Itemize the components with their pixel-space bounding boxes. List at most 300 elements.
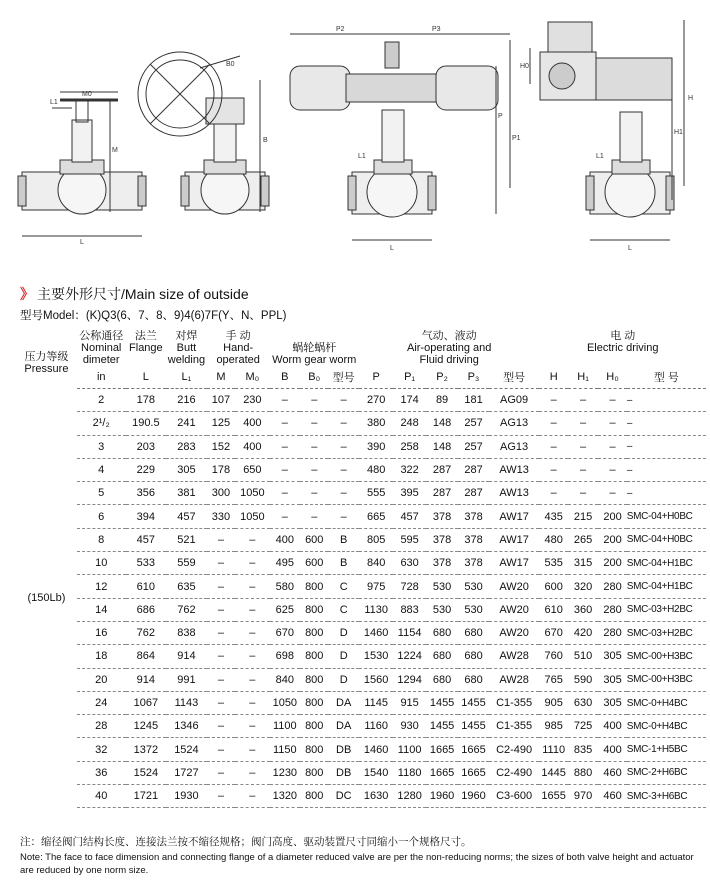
table-cell: D — [328, 621, 358, 644]
header-nominal: 公称通径 Nominal dimeter — [79, 330, 124, 366]
table-cell: D — [328, 645, 358, 668]
table-cell: 178 — [207, 458, 235, 481]
table-cell: – — [207, 691, 235, 714]
table-row — [16, 645, 706, 668]
unit-cell: in — [77, 366, 126, 389]
table-cell: AW17 — [489, 552, 540, 575]
electric-valve-drawing — [530, 20, 684, 240]
table-cell: 380 — [359, 412, 393, 435]
dim-h1: H1 — [674, 129, 683, 136]
table-cell: 10 — [77, 552, 126, 575]
table-cell: 305 — [598, 645, 626, 668]
table-cell: 800 — [300, 715, 328, 738]
table-cell: – — [328, 505, 358, 528]
table-cell: 378 — [458, 552, 488, 575]
unit-cell: P₁ — [393, 366, 425, 389]
table-cell: 680 — [458, 645, 488, 668]
table-cell: 1455 — [458, 715, 488, 738]
table-row — [16, 598, 706, 621]
table-cell: 4 — [77, 458, 126, 481]
table-cell: 125 — [207, 412, 235, 435]
table-cell: 555 — [359, 482, 393, 505]
table-cell: 530 — [426, 598, 458, 621]
air-operating-valve-drawing — [290, 34, 510, 240]
table-cell: – — [598, 435, 626, 458]
table-cell: – — [235, 668, 269, 691]
table-cell: 360 — [568, 598, 598, 621]
table-cell: DA — [328, 691, 358, 714]
section-title-text: 主要外形尺寸/Main size of outside — [37, 286, 249, 302]
table-cell: SMC-04+H1BC — [627, 552, 706, 575]
table-cell: C2-490 — [489, 761, 540, 784]
dim-l: L — [80, 239, 84, 246]
table-cell: 457 — [126, 528, 167, 551]
table-cell: 1100 — [270, 715, 300, 738]
header-butt: 对焊 Butt welding — [167, 330, 206, 366]
table-cell: – — [207, 552, 235, 575]
table-cell: 930 — [393, 715, 425, 738]
table-cell: 1160 — [359, 715, 393, 738]
table-cell: 280 — [598, 575, 626, 598]
header-air: 气动、液动 Air-operating and Fluid driving — [406, 330, 492, 366]
table-cell: – — [539, 482, 567, 505]
main-size-table — [16, 330, 706, 808]
table-cell: 985 — [539, 715, 567, 738]
table-cell: 1346 — [166, 715, 207, 738]
table-cell: – — [270, 389, 300, 412]
table-cell: 241 — [166, 412, 207, 435]
table-cell: AW17 — [489, 528, 540, 551]
table-cell: 840 — [359, 552, 393, 575]
table-cell: 2 — [77, 389, 126, 412]
section-title — [20, 284, 249, 304]
table-cell: 800 — [300, 575, 328, 598]
table-cell: 3 — [77, 435, 126, 458]
table-cell: 1721 — [126, 785, 167, 808]
table-cell: – — [539, 412, 567, 435]
note-chinese: 注：缩径阀门结构长度、连接法兰按不缩径规格；阀门高度、驱动装置尺寸同缩小一个规格尺寸。 — [20, 836, 472, 848]
table-cell: 991 — [166, 668, 207, 691]
table-row — [16, 505, 706, 528]
hand-operated-valve-drawing — [18, 92, 146, 236]
table-cell: 1050 — [270, 691, 300, 714]
unit-cell: L — [126, 366, 167, 389]
table-cell: 595 — [393, 528, 425, 551]
unit-cell: P₂ — [426, 366, 458, 389]
table-cell: D — [328, 668, 358, 691]
table-cell: SMC-03+H2BC — [627, 621, 706, 644]
table-cell: C1-355 — [489, 691, 540, 714]
table-cell: 394 — [126, 505, 167, 528]
table-cell: SMC-00+H3BC — [627, 668, 706, 691]
table-cell: 230 — [235, 389, 269, 412]
unit-cell: H₁ — [568, 366, 598, 389]
dim-m: M — [112, 147, 118, 154]
table-cell: 970 — [568, 785, 598, 808]
table-cell: 14 — [77, 598, 126, 621]
table-cell: 36 — [77, 761, 126, 784]
table-cell: 1665 — [458, 761, 488, 784]
table-cell: 800 — [300, 668, 328, 691]
table-cell: – — [235, 785, 269, 808]
header-hand: 手 动 Hand- operated — [216, 330, 260, 366]
table-cell: AW28 — [489, 668, 540, 691]
table-cell: 1727 — [166, 761, 207, 784]
table-cell: 480 — [539, 528, 567, 551]
table-cell: – — [568, 482, 598, 505]
table-cell: 378 — [426, 552, 458, 575]
table-cell: 18 — [77, 645, 126, 668]
table-cell: 270 — [359, 389, 393, 412]
table-cell: AG13 — [489, 412, 540, 435]
table-cell: – — [539, 389, 567, 412]
table-cell: – — [300, 482, 328, 505]
table-cell: – — [235, 691, 269, 714]
table-cell: 1143 — [166, 691, 207, 714]
table-cell: AW13 — [489, 482, 540, 505]
table-cell: C1-355 — [489, 715, 540, 738]
table-cell: 5 — [77, 482, 126, 505]
table-cell: AG09 — [489, 389, 540, 412]
table-cell: 840 — [270, 668, 300, 691]
table-cell: 765 — [539, 668, 567, 691]
table-row — [16, 785, 706, 808]
table-cell: 32 — [77, 738, 126, 761]
table-cell: AW13 — [489, 458, 540, 481]
table-cell: 762 — [166, 598, 207, 621]
table-cell: 530 — [458, 598, 488, 621]
table-cell: 1524 — [166, 738, 207, 761]
table-cell: 2¹/₂ — [77, 412, 126, 435]
unit-cell: P — [359, 366, 393, 389]
worm-gear-valve-drawing — [138, 52, 269, 214]
table-cell: 698 — [270, 645, 300, 668]
unit-cell: B₀ — [300, 366, 328, 389]
table-cell: 725 — [568, 715, 598, 738]
table-cell: 1530 — [359, 645, 393, 668]
table-cell: 480 — [359, 458, 393, 481]
unit-cell: M₀ — [235, 366, 269, 389]
table-header-row — [16, 330, 706, 366]
dim-b0: B0 — [226, 61, 235, 68]
table-cell: 287 — [458, 458, 488, 481]
table-cell: – — [328, 412, 358, 435]
table-cell: 800 — [300, 738, 328, 761]
unit-cell: 型号 — [328, 366, 358, 389]
table-cell: 905 — [539, 691, 567, 714]
table-cell: – — [627, 482, 706, 505]
table-cell: 400 — [235, 412, 269, 435]
dim-p3: P3 — [432, 26, 441, 33]
table-cell: AW17 — [489, 505, 540, 528]
header-flange: 法兰 Flange — [129, 330, 163, 354]
table-cell: – — [270, 458, 300, 481]
table-cell: 1050 — [235, 482, 269, 505]
table-row — [16, 552, 706, 575]
table-cell: 457 — [393, 505, 425, 528]
table-cell: 435 — [539, 505, 567, 528]
table-cell: – — [235, 645, 269, 668]
table-cell: – — [568, 435, 598, 458]
table-cell: 229 — [126, 458, 167, 481]
table-cell: 670 — [539, 621, 567, 644]
table-cell: C — [328, 575, 358, 598]
table-cell: 914 — [166, 645, 207, 668]
table-cell: B — [328, 528, 358, 551]
table-cell: C3-600 — [489, 785, 540, 808]
table-cell: 203 — [126, 435, 167, 458]
table-cell: 680 — [458, 668, 488, 691]
table-cell: 12 — [77, 575, 126, 598]
table-cell: 805 — [359, 528, 393, 551]
table-cell: C2-490 — [489, 738, 540, 761]
table-cell: 280 — [598, 598, 626, 621]
unit-cell: P₃ — [458, 366, 488, 389]
table-cell: – — [235, 598, 269, 621]
table-row — [16, 435, 706, 458]
table-cell: 1145 — [359, 691, 393, 714]
table-cell: 460 — [598, 761, 626, 784]
table-cell: 216 — [166, 389, 207, 412]
table-cell: – — [270, 435, 300, 458]
table-cell: – — [235, 621, 269, 644]
unit-cell: L₁ — [166, 366, 207, 389]
table-cell: 24 — [77, 691, 126, 714]
table-cell: 6 — [77, 505, 126, 528]
table-cell: – — [207, 598, 235, 621]
table-cell: 305 — [166, 458, 207, 481]
table-cell: SMC-00+H3BC — [627, 645, 706, 668]
table-row — [16, 668, 706, 691]
table-cell: 1050 — [235, 505, 269, 528]
table-cell: 280 — [598, 621, 626, 644]
table-cell: – — [598, 412, 626, 435]
table-cell: – — [235, 552, 269, 575]
table-cell: 381 — [166, 482, 207, 505]
table-cell: 257 — [458, 412, 488, 435]
dim-h0: H0 — [520, 63, 529, 70]
table-cell: 200 — [598, 505, 626, 528]
table-cell: 838 — [166, 621, 207, 644]
table-cell: 680 — [426, 645, 458, 668]
table-cell: – — [300, 389, 328, 412]
table-cell: 148 — [426, 435, 458, 458]
section-marker-icon: 》 — [20, 286, 34, 302]
table-cell: 835 — [568, 738, 598, 761]
table-cell: 257 — [458, 435, 488, 458]
table-cell: 686 — [126, 598, 167, 621]
table-cell: 20 — [77, 668, 126, 691]
table-cell: 300 — [207, 482, 235, 505]
table-cell: 975 — [359, 575, 393, 598]
table-cell: 148 — [426, 412, 458, 435]
valve-drawings — [0, 0, 710, 268]
table-cell: – — [300, 435, 328, 458]
table-cell: – — [328, 482, 358, 505]
table-cell: – — [270, 482, 300, 505]
table-cell: 460 — [598, 785, 626, 808]
table-cell: – — [598, 458, 626, 481]
table-cell: 625 — [270, 598, 300, 621]
table-cell: 287 — [458, 482, 488, 505]
table-cell: 190.5 — [126, 412, 167, 435]
table-cell: 1110 — [539, 738, 567, 761]
table-cell: 800 — [300, 785, 328, 808]
unit-cell: B — [270, 366, 300, 389]
table-cell: 521 — [166, 528, 207, 551]
table-cell: 1067 — [126, 691, 167, 714]
table-cell: SMC-03+H2BC — [627, 598, 706, 621]
table-row — [16, 715, 706, 738]
table-cell: 400 — [235, 435, 269, 458]
table-cell: 40 — [77, 785, 126, 808]
table-cell: DA — [328, 715, 358, 738]
table-row — [16, 482, 706, 505]
unit-cell: H — [539, 366, 567, 389]
table-cell: – — [207, 575, 235, 598]
dim-l1: L1 — [50, 99, 58, 106]
table-cell: 533 — [126, 552, 167, 575]
table-cell: 559 — [166, 552, 207, 575]
table-cell: 1455 — [458, 691, 488, 714]
table-cell: – — [207, 528, 235, 551]
header-pressure: 压力等级 Pressure — [24, 351, 69, 376]
table-cell: 320 — [568, 575, 598, 598]
table-cell: – — [300, 412, 328, 435]
table-cell: 107 — [207, 389, 235, 412]
table-cell: 378 — [426, 505, 458, 528]
table-cell: SMC-0+H4BC — [627, 715, 706, 738]
table-cell: 390 — [359, 435, 393, 458]
table-cell: – — [207, 738, 235, 761]
table-cell: – — [627, 389, 706, 412]
table-cell: 800 — [300, 621, 328, 644]
table-cell: 8 — [77, 528, 126, 551]
table-cell: 600 — [300, 552, 328, 575]
table-cell: – — [568, 389, 598, 412]
unit-cell: 型 号 — [627, 366, 706, 389]
table-units-row — [16, 366, 706, 389]
table-cell: – — [328, 389, 358, 412]
header-electric: 电 动 Electric driving — [586, 330, 659, 354]
table-cell: 420 — [568, 621, 598, 644]
table-cell: 915 — [393, 691, 425, 714]
dim-b: B — [263, 137, 268, 144]
table-cell: 1150 — [270, 738, 300, 761]
table-cell: 580 — [270, 575, 300, 598]
table-row — [16, 621, 706, 644]
table-cell: 1560 — [359, 668, 393, 691]
table-row — [16, 738, 706, 761]
table-cell: – — [568, 412, 598, 435]
table-cell: C — [328, 598, 358, 621]
table-cell: 1100 — [393, 738, 425, 761]
table-cell: 670 — [270, 621, 300, 644]
table-cell: 760 — [539, 645, 567, 668]
unit-cell: M — [207, 366, 235, 389]
table-cell: 650 — [235, 458, 269, 481]
table-cell: 1230 — [270, 761, 300, 784]
table-cell: 378 — [458, 528, 488, 551]
table-cell: 800 — [300, 645, 328, 668]
table-cell: 1154 — [393, 621, 425, 644]
table-cell: DB — [328, 761, 358, 784]
unit-cell: 型号 — [489, 366, 540, 389]
table-cell: 600 — [539, 575, 567, 598]
table-row — [16, 389, 706, 412]
table-cell: 1130 — [359, 598, 393, 621]
table-cell: – — [270, 505, 300, 528]
table-cell: 530 — [458, 575, 488, 598]
table-cell: – — [627, 435, 706, 458]
note-english: Note: The face to face dimension and connecting flange of a diameter reduced valve are per the non-reducing norms; the sizes of both valve height and actuator are reduced by one norm size. — [20, 852, 694, 876]
table-cell: 1445 — [539, 761, 567, 784]
table-cell: 89 — [426, 389, 458, 412]
table-cell: 610 — [539, 598, 567, 621]
table-row — [16, 691, 706, 714]
table-cell: – — [300, 458, 328, 481]
table-cell: 1224 — [393, 645, 425, 668]
table-cell: 1665 — [426, 761, 458, 784]
table-cell: 1245 — [126, 715, 167, 738]
table-cell: 1280 — [393, 785, 425, 808]
table-cell: – — [207, 761, 235, 784]
table-cell: 1960 — [426, 785, 458, 808]
table-cell: 880 — [568, 761, 598, 784]
table-cell: – — [328, 458, 358, 481]
table-cell: – — [598, 482, 626, 505]
table-cell: – — [300, 505, 328, 528]
table-cell: – — [207, 715, 235, 738]
table-cell: AW20 — [489, 575, 540, 598]
table-cell: 174 — [393, 389, 425, 412]
table-cell: 287 — [426, 458, 458, 481]
table-cell: 178 — [126, 389, 167, 412]
table-cell: 800 — [300, 691, 328, 714]
dim-el-l: L — [628, 245, 632, 252]
table-cell: 630 — [568, 691, 598, 714]
table-cell: 1960 — [458, 785, 488, 808]
table-cell: 635 — [166, 575, 207, 598]
table-cell: 330 — [207, 505, 235, 528]
table-cell: 305 — [598, 668, 626, 691]
table-cell: 1455 — [426, 715, 458, 738]
pressure-class-cell: (150Lb) — [27, 592, 66, 605]
table-cell: AW20 — [489, 598, 540, 621]
table-cell: 1294 — [393, 668, 425, 691]
table-cell: 665 — [359, 505, 393, 528]
table-cell: – — [598, 389, 626, 412]
table-cell: – — [235, 715, 269, 738]
table-cell: 28 — [77, 715, 126, 738]
table-cell: – — [235, 528, 269, 551]
table-cell: 600 — [300, 528, 328, 551]
table-cell: – — [568, 458, 598, 481]
table-cell: 200 — [598, 528, 626, 551]
table-row — [16, 458, 706, 481]
table-cell: 800 — [300, 761, 328, 784]
table-cell: 680 — [458, 621, 488, 644]
table-cell: 800 — [300, 598, 328, 621]
table-cell: – — [627, 458, 706, 481]
table-cell: AW28 — [489, 645, 540, 668]
table-cell: 495 — [270, 552, 300, 575]
table-cell: SMC-04+H0BC — [627, 528, 706, 551]
dim-air-l: L — [390, 245, 394, 252]
table-cell: DC — [328, 785, 358, 808]
table-cell: SMC-04+H1BC — [627, 575, 706, 598]
table-body — [16, 389, 706, 808]
